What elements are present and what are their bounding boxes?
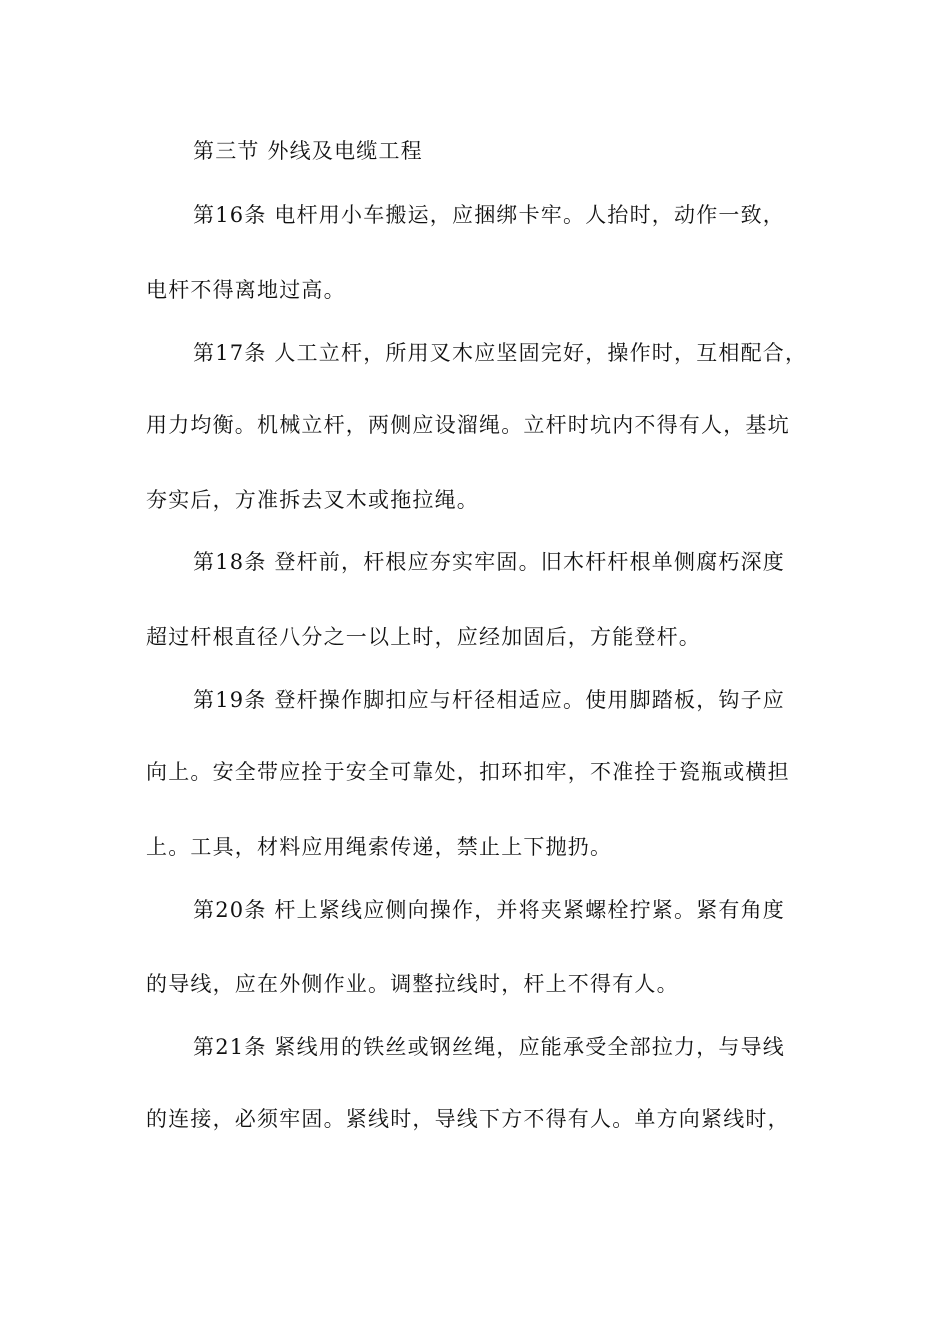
article-17-line-2: 用力均衡。机械立杆，两侧应设溜绳。立杆时坑内不得有人，基坑 [146, 413, 790, 437]
article-17-line-1: 第17条 人工立杆，所用叉木应坚固完好，操作时，互相配合， [193, 341, 808, 365]
article-21-line-2: 的连接，必须牢固。紧线时，导线下方不得有人。单方向紧线时， [146, 1107, 790, 1131]
article-18-line-2: 超过杆根直径八分之一以上时，应经加固后，方能登杆。 [146, 625, 701, 649]
article-20-line-2: 的导线，应在外侧作业。调整拉线时，杆上不得有人。 [146, 972, 679, 996]
article-19-line-2: 向上。安全带应拴于安全可靠处，扣环扣牢，不准拴于瓷瓶或横担 [146, 760, 790, 784]
article-19-line-1: 第19条 登杆操作脚扣应与杆径相适应。使用脚踏板，钩子应 [193, 688, 785, 712]
article-18-line-1: 第18条 登杆前，杆根应夯实牢固。旧木杆杆根单侧腐朽深度 [193, 550, 785, 574]
article-21-line-1: 第21条 紧线用的铁丝或钢丝绳，应能承受全部拉力，与导线 [193, 1035, 785, 1059]
article-16-line-1: 第16条 电杆用小车搬运，应捆绑卡牢。人抬时，动作一致， [193, 203, 785, 227]
article-17-line-3: 夯实后，方准拆去叉木或拖拉绳。 [146, 488, 479, 512]
section-heading: 第三节 外线及电缆工程 [193, 139, 423, 163]
article-19-line-3: 上。工具，材料应用绳索传递，禁止上下抛扔。 [146, 835, 613, 859]
article-16-line-2: 电杆不得离地过高。 [146, 278, 346, 302]
article-20-line-1: 第20条 杆上紧线应侧向操作，并将夹紧螺栓拧紧。紧有角度 [193, 898, 785, 922]
